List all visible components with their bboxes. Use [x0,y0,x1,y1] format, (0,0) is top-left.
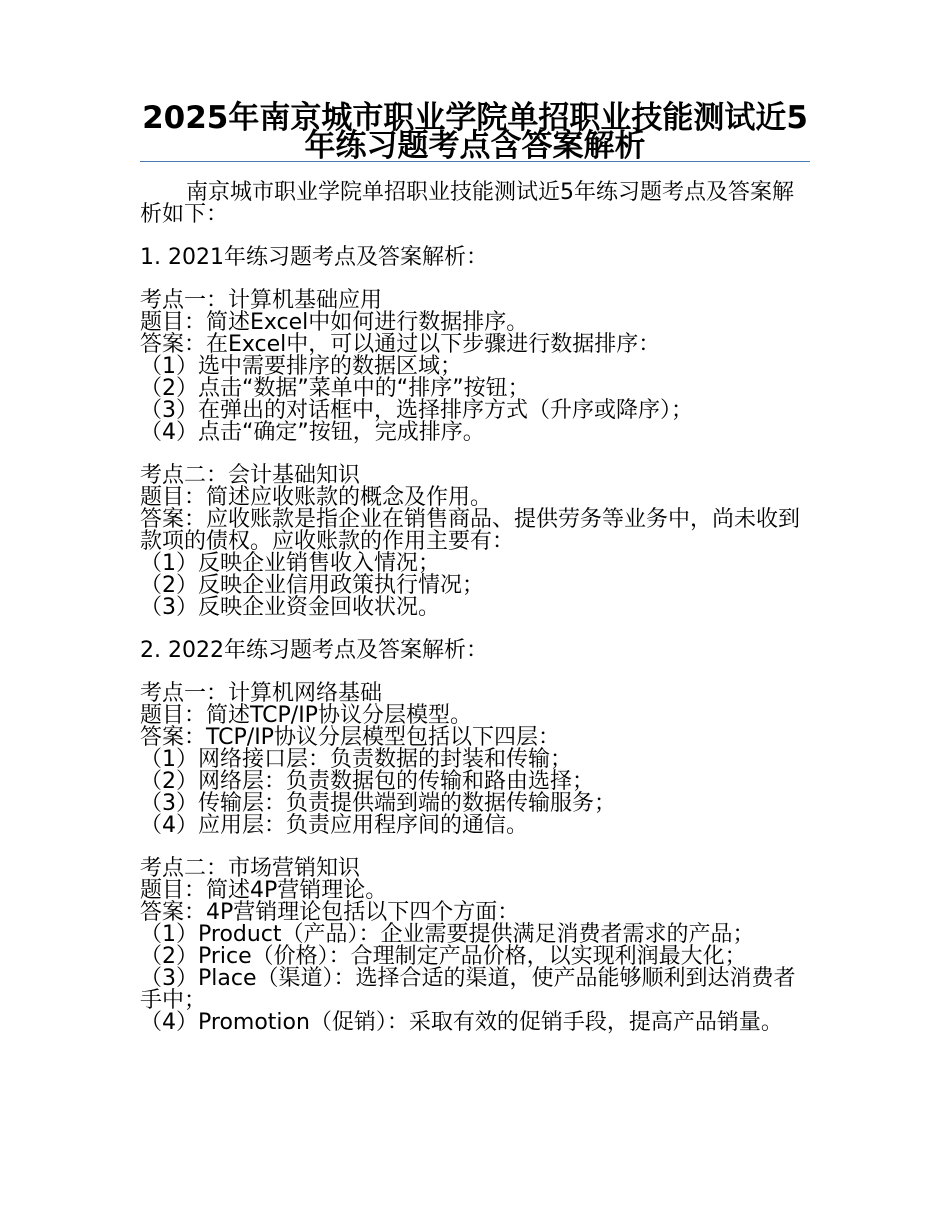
topic-label: 考点一：计算机网络基础 [140,681,383,706]
answer-text: 答案：在Excel中，可以通过以下步骤进行数据排序： [140,332,661,357]
question-text: 题目：简述应收账款的概念及作用。 [140,485,493,510]
question-text: 题目：简述TCP/IP协议分层模型。 [140,703,472,728]
topic-label: 考点二：市场营销知识 [140,856,361,881]
answer-step: （1）网络接口层：负责数据的封装和传输； [140,747,572,772]
answer-step: （3）反映企业资金回收状况。 [140,595,440,620]
intro-paragraph: 南京城市职业学院单招职业技能测试近5年练习题考点及答案解析如下： [140,180,794,227]
answer-step: （3）传输层：负责提供端到端的数据传输服务； [140,791,616,816]
answer-step: （3）Place（渠道）：选择合适的渠道，使产品能够顺利到达消费者手中； [140,966,796,1013]
topic-block [140,290,812,444]
topic-block [140,858,812,1034]
topic-label: 考点二：会计基础知识 [140,463,361,488]
topic-block [140,683,812,837]
answer-step: （2）反映企业信用政策执行情况； [140,573,484,598]
answer-step: （2）网络层：负责数据包的传输和路由选择； [140,769,594,794]
answer-step: （3）在弹出的对话框中，选择排序方式（升序或降序）； [140,398,693,423]
answer-text: 答案：4P营销理论包括以下四个方面： [140,900,520,925]
section-heading: 1. 2021年练习题考点及答案解析： [140,245,488,270]
question-text: 题目：简述4P营销理论。 [140,878,388,903]
answer-step: （4）点击“确定”按钮，完成排序。 [140,420,485,445]
answer-step: （1）Product（产品）：企业需要提供满足消费者需求的产品； [140,922,755,947]
topic-block [140,465,812,619]
answer-step: （4）Promotion（促销）：采取有效的促销手段，提高产品销量。 [140,1010,783,1035]
answer-step: （4）应用层：负责应用程序间的通信。 [140,813,528,838]
document-title: 2025年南京城市职业学院单招职业技能测试近5年练习题考点含答案解析 [142,100,808,164]
answer-step: （2）Price（价格）：合理制定产品价格，以实现利润最大化； [140,944,747,969]
topic-label: 考点一：计算机基础应用 [140,288,383,313]
title-underline [140,161,810,162]
answer-step: （1）选中需要排序的数据区域； [140,354,462,379]
question-text: 题目：简述Excel中如何进行数据排序。 [140,310,529,335]
answer-text: 答案：应收账款是指企业在销售商品、提供劳务等业务中，尚未收到款项的债权。应收账款的作用主要有： [140,507,801,554]
section-heading: 2. 2022年练习题考点及答案解析： [140,638,488,663]
answer-text: 答案：TCP/IP协议分层模型包括以下四层： [140,725,560,750]
answer-step: （2）点击“数据”菜单中的“排序”按钮； [140,376,530,401]
document-body [140,182,812,1055]
answer-step: （1）反映企业销售收入情况； [140,551,440,576]
